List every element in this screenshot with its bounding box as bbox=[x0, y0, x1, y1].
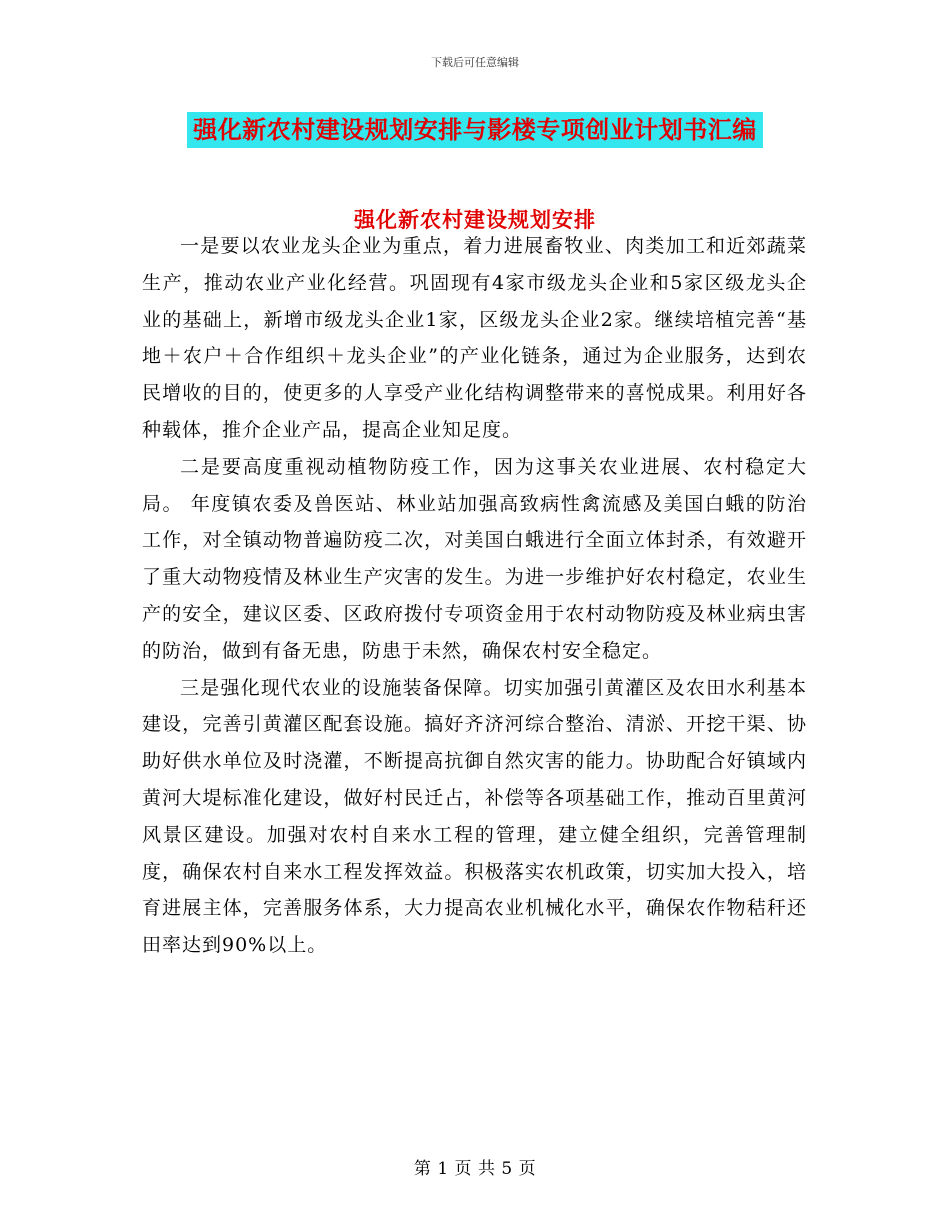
section-title: 强化新农村建设规划安排 bbox=[354, 207, 596, 232]
document-title bbox=[0, 112, 950, 148]
paragraph-1: 一是要以农业龙头企业为重点，着力进展畜牧业、肉类加工和近郊蔬菜生产，推动农业产业化经营。巩固现有4家市级龙头企业和5家区级龙头企业的基础上，新增市级龙头企业1家，区级龙头企业2家。继续培植完善“基地＋农户＋合作组织＋龙头企业”的产业化链条，通过为企业服务，达到农民增收的目的，使更多的人享受产业化结构调整带来的喜悦成果。利用好各种载体，推介企业产品，提高企业知足度。 bbox=[142, 235, 807, 441]
paragraph-3: 三是强化现代农业的设施装备保障。切实加强引黄灌区及农田水利基本建设，完善引黄灌区配套设施。搞好齐济河综合整治、清淤、开挖干渠、协助好供水单位及时浇灌，不断提高抗御自然灾害的能力。协助配合好镇域内黄河大堤标准化建设，做好村民迁占，补偿等各项基础工作，推动百里黄河风景区建设。加强对农村自来水工程的管理，建立健全组织，完善管理制度，确保农村自来水工程发挥效益。积极落实农机政策，切实加大投入，培育进展主体，完善服务体系，大力提高农业机械化水平，确保农作物秸秆还田率达到90%以上。 bbox=[142, 676, 807, 957]
paragraph-2: 二是要高度重视动植物防疫工作，因为这事关农业进展、农村稳定大局。 年度镇农委及兽医站、林业站加强高致病性禽流感及美国白蛾的防治工作，对全镇动物普遍防疫二次，对美国白蛾进行全面立体封杀，有效避开了重大动物疫情及林业生产灾害的发生。为进一步维护好农村稳定，农业生产的安全，建议区委、区政府拨付专项资金用于农村动物防疫及林业病虫害的防治，做到有备无患，防患于未然，确保农村安全稳定。 bbox=[142, 455, 807, 662]
header-note: 下载后可任意编辑 bbox=[431, 56, 519, 69]
body-text bbox=[142, 228, 807, 964]
document-title-text: 强化新农村建设规划安排与影楼专项创业计划书汇编 bbox=[187, 112, 763, 148]
page-footer: 第 1 页 共 5 页 bbox=[413, 1159, 537, 1179]
